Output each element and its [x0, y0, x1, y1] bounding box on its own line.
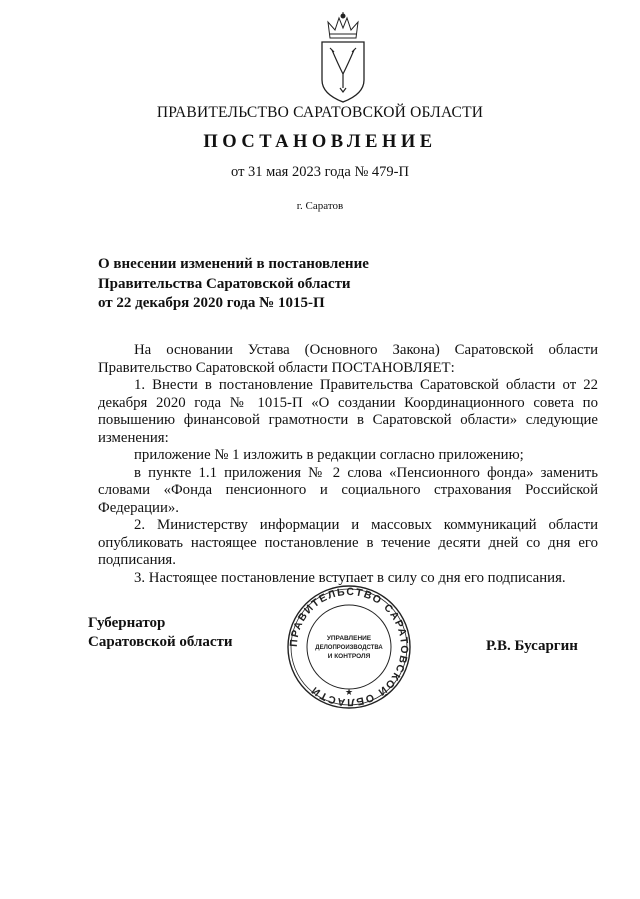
body-paragraph-4: в пункте 1.1 приложения № 2 слова «Пенсионного фонда» заменить словами «Фонда пенсионного и социального страхования Российской Федерации». — [98, 464, 598, 516]
subject-line-2: Правительства Саратовской области — [98, 275, 351, 292]
official-seal — [286, 584, 412, 710]
body-paragraph-5: 2. Министерству информации и массовых коммуникаций области опубликовать настоящее постановление в течение десяти дней со дня его подписания. — [98, 517, 598, 568]
body-paragraph-6: 3. Настоящее постановление вступает в силу со дня его подписания. — [134, 569, 566, 586]
seal-center-line-2: ДЕЛОПРОИЗВОДСТВА — [315, 645, 383, 651]
body-paragraph-1-line-2: Правительство Саратовской области ПОСТАНОВЛЯЕТ: — [98, 359, 455, 376]
subject-line-1: О внесении изменений в постановление — [98, 256, 369, 272]
signer-name: Р.В. Бусаргин — [486, 638, 578, 654]
signer-title — [88, 614, 233, 652]
body-paragraph-2: 1. Внести в постановление Правительства Саратовской области от 22 декабря 2020 года № 1015-П «О создании Координационного совета по повышению финансовой грамотности в Саратовской области» следующие изменения: — [98, 377, 598, 446]
document-subject — [98, 255, 369, 314]
government-title: ПРАВИТЕЛЬСТВО САРАТОВСКОЙ ОБЛАСТИ — [156, 104, 484, 121]
seal-ring-text: ПРАВИТЕЛЬСТВО САРАТОВСКОЙ ОБЛАСТИ — [287, 585, 411, 709]
signer-title-line-1: Губернатор — [88, 615, 166, 631]
document-type: ПОСТАНОВЛЕНИЕ — [203, 132, 437, 152]
document-date-number: от 31 мая 2023 года № 479-П — [231, 164, 409, 180]
seal-center-line-1: УПРАВЛЕНИЕ — [326, 635, 372, 642]
body-paragraph-3: приложение № 1 изложить в редакции согласно приложению; — [134, 447, 524, 463]
signer-title-line-2: Саратовской области — [88, 634, 233, 650]
document-body — [98, 342, 598, 587]
body-paragraph-1-line-1: На основании Устава (Основного Закона) Саратовской области — [134, 342, 598, 358]
subject-line-3: от 22 декабря 2020 года № 1015-П — [98, 295, 325, 311]
seal-star-icon: ★ — [344, 688, 354, 698]
seal-center-line-3: И КОНТРОЛЯ — [327, 653, 371, 660]
document-city: г. Саратов — [296, 200, 344, 212]
coat-of-arms-icon — [318, 12, 368, 104]
